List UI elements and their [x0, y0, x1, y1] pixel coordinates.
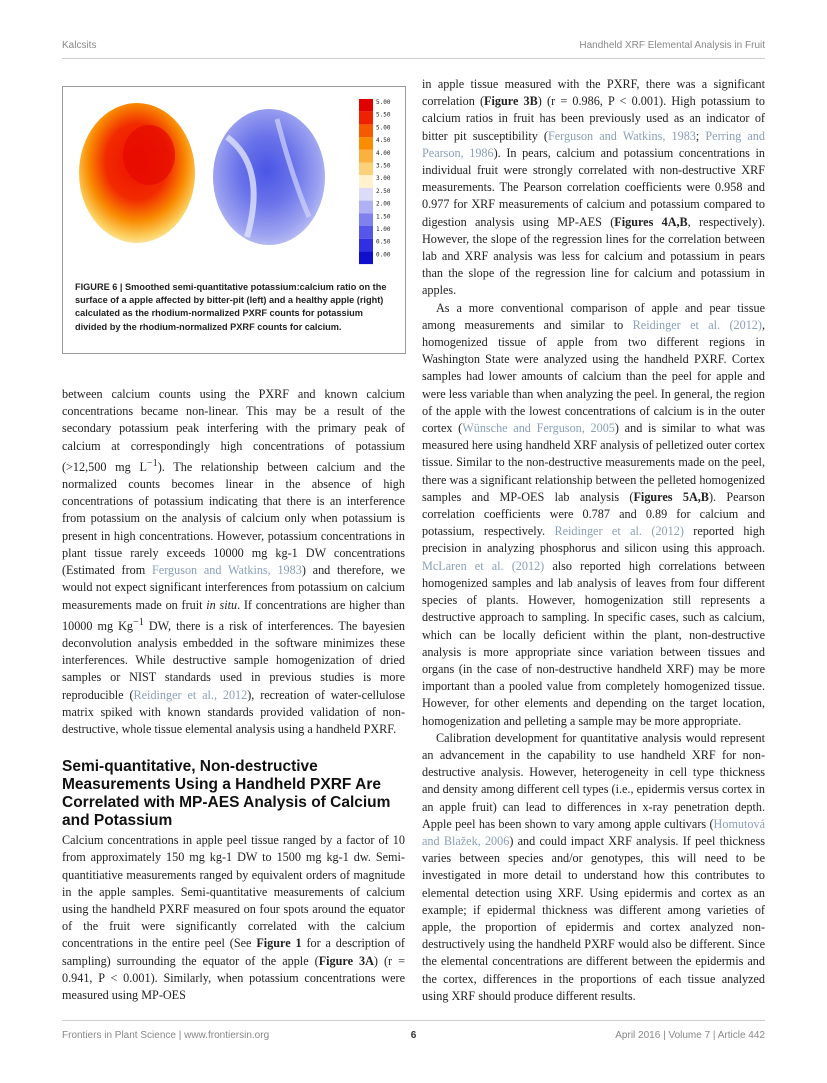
- figure-6-image: [77, 97, 399, 269]
- figure-caption-text: Smoothed semi-quantitative potassium:calcium ratio on the surface of a apple affected by bitter-pit (left) and a healthy apple (right) calculated as the rhodium-normalized PXRF counts for potassium divided by the rhodium-normalized PXRF counts for calcium.: [75, 282, 387, 332]
- scale-swatch: [359, 239, 373, 252]
- text: also reported high correlations between homogenized samples and lab analysis of leaves from four different species of plants. However, homogenization still represents a destructive approach to sampling. In specific cases, such as calcium, which can be locally deficient within the plant, non-destructive analysis is more appropriate since variation between tissues and organs (in the case of non-destructive handheld XRF) may be more important than a pooled value from completely homogenized tissue. However, for other elements and depending on the target location, homogenization and pelleting a sample may be more appropriate.: [422, 558, 765, 728]
- text: in apple tissue measured with the PXRF, there was a significant correlation (: [422, 77, 765, 109]
- scale-tick-label: 0.50: [376, 238, 391, 246]
- footer-rule: [62, 1020, 765, 1021]
- scale-swatch: [359, 213, 373, 226]
- scale-tick-label: 4.50: [376, 137, 391, 145]
- citation-link[interactable]: Reidinger et al. (2012): [554, 524, 684, 539]
- citation-link[interactable]: Reidinger et al., 2012: [133, 687, 248, 702]
- footer-issue: April 2016 | Volume 7 | Article 442: [615, 1030, 765, 1041]
- text: ;: [695, 128, 706, 143]
- paragraph: [422, 76, 765, 300]
- text: ) (r = 0.986, P < 0.001). High potassium to calcium ratios in fruit has been previously used as an indicator of bitter pit susceptibility (: [422, 94, 766, 143]
- scale-swatch: [359, 124, 373, 137]
- text: Calcium concentrations in apple peel tissue ranged by a factor of 10 from approximately 150 mg kg-1 DW to 1500 mg kg-1 dw. Semi-quantitiative measurements ranged by equivalent orders of magnitude in the apple samples. Semi-quantitative measurements of calcium using the handheld PXRF measured on four spots around the equator of the fruit were significantly correlated with the calcium concentrations in the entire peel (See: [62, 833, 405, 951]
- figure-link[interactable]: Figures 4A,B: [614, 214, 688, 229]
- text: Calibration development for quantitative analysis would represent an advancement in the capability to use handheld XRF for non-destructive analysis. However, heterogeneity in cell type thickness and density among different cell types (i.e., epidermis versus cortex in an apple fruit) can lead to differences in x-ray penetration depth. Apple peel has been shown to vary among apple cultivars (: [422, 730, 765, 831]
- text: ) and could impact XRF analysis. If peel thickness varies between species and/or genotypes, this will need to be investigated in more detail to understand how this contributes to elemental detection using XRF. Using epidermis and cortex as an example; if epidermal thickness was different among varieties of apple, the proportion of epidermis and cortex analyzed non-destructively using the handheld PXRF would also be different. Since the elemental concentrations are different between the epidermis and the cortex, differences in the proportions of each tissue analyzed using XRF should produce different results.: [422, 833, 765, 1003]
- scale-swatch: [359, 175, 373, 188]
- paragraph: [62, 832, 405, 1004]
- citation-link[interactable]: Reidinger et al. (2012): [632, 317, 762, 332]
- text: ) (r = 0.941, P < 0.001). Similarly, when potassium concentrations were measured using MP-OES: [62, 953, 405, 1003]
- healthy-apple-map: [213, 109, 325, 245]
- scale-swatch: [359, 201, 373, 214]
- text: ). The relationship between calcium and the normalized counts becomes linear in the absence of high concentrations of potassium indicating that there is an interference from potassium on the analysis of calcium only when potassium is present in high concentrations. However, potassium concentrations in plant tissue rarely exceeds 10000 mg kg-1 DW concentrations (Estimated from: [62, 459, 405, 578]
- scale-swatch: [359, 150, 373, 163]
- scale-tick-label: 5.50: [376, 111, 391, 119]
- scale-swatch: [359, 226, 373, 239]
- figure-link[interactable]: Figure 3B: [484, 94, 538, 109]
- text: for a description of sampling) surrounding the equator of the apple (: [62, 936, 405, 968]
- figure-link[interactable]: Figure 1: [256, 936, 302, 951]
- text: ), recreation of water-cellulose matrix spiked with known standards provided validation of non-destructive, whole tissue elemental analysis using a handheld PXRF.: [62, 687, 405, 736]
- text: . If concentrations are higher than 10000 mg Kg: [62, 597, 405, 633]
- figure-link[interactable]: Figure 3A: [318, 953, 374, 968]
- scale-tick-label: 1.00: [376, 226, 391, 233]
- scale-swatch: [359, 99, 373, 112]
- paragraph: [422, 300, 765, 730]
- scale-swatch: [359, 112, 373, 125]
- scale-tick-label: 0.00: [376, 251, 391, 259]
- superscript: −1: [133, 616, 144, 628]
- section-heading: Semi-quantitative, Non-destructive Measurements Using a Handheld PXRF Are Correlated with MP-AES Analysis of Calcium and Potassium: [62, 758, 391, 830]
- text: As a more conventional comparison of apple and pear tissue among measurements and similar to: [422, 300, 765, 332]
- text: DW, there is a risk of interferences. The bayesien deconvolution analysis embedded in the software minimizes these interferences. While destructive sample homogenization of dried samples or NIST standards used in previous studies is more reproducible (: [62, 618, 405, 702]
- text: reported high precision in analyzing phosphorus and silicon using this approach.: [422, 524, 765, 556]
- citation-link[interactable]: Perring and Pearson, 1986: [422, 128, 765, 160]
- figure-caption-label: FIGURE 6 |: [75, 282, 123, 292]
- citation-link[interactable]: Ferguson and Watkins, 1983: [547, 128, 696, 143]
- text: , respectively). However, the slope of the regression lines for the correlation between lab and XRF analysis was less for calcium and potassium in pears than the slope of the regression line for calcium and potassium in apples.: [422, 214, 765, 298]
- scale-tick-label: 4.00: [376, 149, 391, 157]
- italic-text: in situ: [206, 597, 238, 612]
- footer-journal[interactable]: Frontiers in Plant Science | www.frontiersin.org: [62, 1030, 270, 1041]
- page-number: 6: [410, 1030, 417, 1041]
- scale-tick-label: 3.50: [376, 162, 391, 170]
- citation-link[interactable]: McLaren et al. (2012): [422, 558, 545, 573]
- scale-tick-label: 3.00: [376, 175, 391, 183]
- scale-swatch: [359, 163, 373, 176]
- left-column: [62, 386, 405, 1004]
- citation-link[interactable]: Homutová and Blažek, 2006: [422, 816, 765, 848]
- scale-swatch: [359, 137, 373, 150]
- running-header-title: Handheld XRF Elemental Analysis in Fruit: [579, 40, 765, 51]
- scale-tick-label: 5.00: [376, 99, 391, 106]
- figure-caption: [75, 281, 395, 334]
- text: , homogenized tissue of apple from two different regions in Washington State were analyzed using the handheld PXRF. Cortex samples had lower amounts of calcium than the peel for apple and were less variable than when analyzing the peel. In general, the region of the apple with the lowest concentrations of calcium is in the outer cortex (: [422, 317, 765, 436]
- bitter-pit-apple-hotspot: [123, 125, 175, 185]
- scale-tick-label: 5.00: [376, 124, 391, 132]
- text: ) and is similar to what was measured here using handheld XRF analysis of pelletized outer cortex tissue. Similar to the non-destructive measurements made on the peel, there was a significant relationship between the pelleted homogenized samples and MP-OES lab analysis (: [422, 421, 765, 504]
- text: ) and therefore, we would not expect significant interferences from potassium on calcium measurements made on fruit: [62, 563, 405, 612]
- text: ). In pears, calcium and potassium concentrations in individual fruit were strongly correlated with non-destructive XRF measurements. The Pearson correlation coefficients were 0.958 and 0.977 for XRF measurements of calcium and potassium compared to digestion analysis using MP-AES (: [422, 145, 765, 229]
- figure-link[interactable]: Figures 5A,B: [633, 489, 709, 504]
- color-scale-legend: [359, 99, 391, 264]
- scale-swatch: [359, 188, 373, 201]
- text: between calcium counts using the PXRF and known calcium concentrations became non-linear. This may be a result of the secondary potassium peak interfering with the primary peak of calcium at correspondingly high concentrations of potassium (>12,500 mg L: [62, 387, 405, 474]
- scale-tick-label: 2.00: [376, 200, 391, 208]
- running-header-author: Kalcsits: [62, 40, 97, 51]
- header-rule: [62, 58, 765, 59]
- scale-tick-label: 2.50: [376, 187, 391, 195]
- paragraph: [62, 386, 405, 738]
- superscript: −1: [146, 457, 158, 469]
- figure-6: [62, 86, 406, 354]
- citation-link[interactable]: Ferguson and Watkins, 1983: [152, 563, 302, 578]
- citation-link[interactable]: Wünsche and Ferguson, 2005: [462, 421, 615, 436]
- scale-swatch: [359, 251, 373, 264]
- paragraph: [422, 730, 765, 1005]
- scale-tick-label: 1.50: [376, 213, 391, 221]
- text: ). Pearson correlation coefficients were 0.787 and 0.89 for calcium and potassium, respectively.: [422, 489, 765, 539]
- right-column: [422, 76, 765, 1005]
